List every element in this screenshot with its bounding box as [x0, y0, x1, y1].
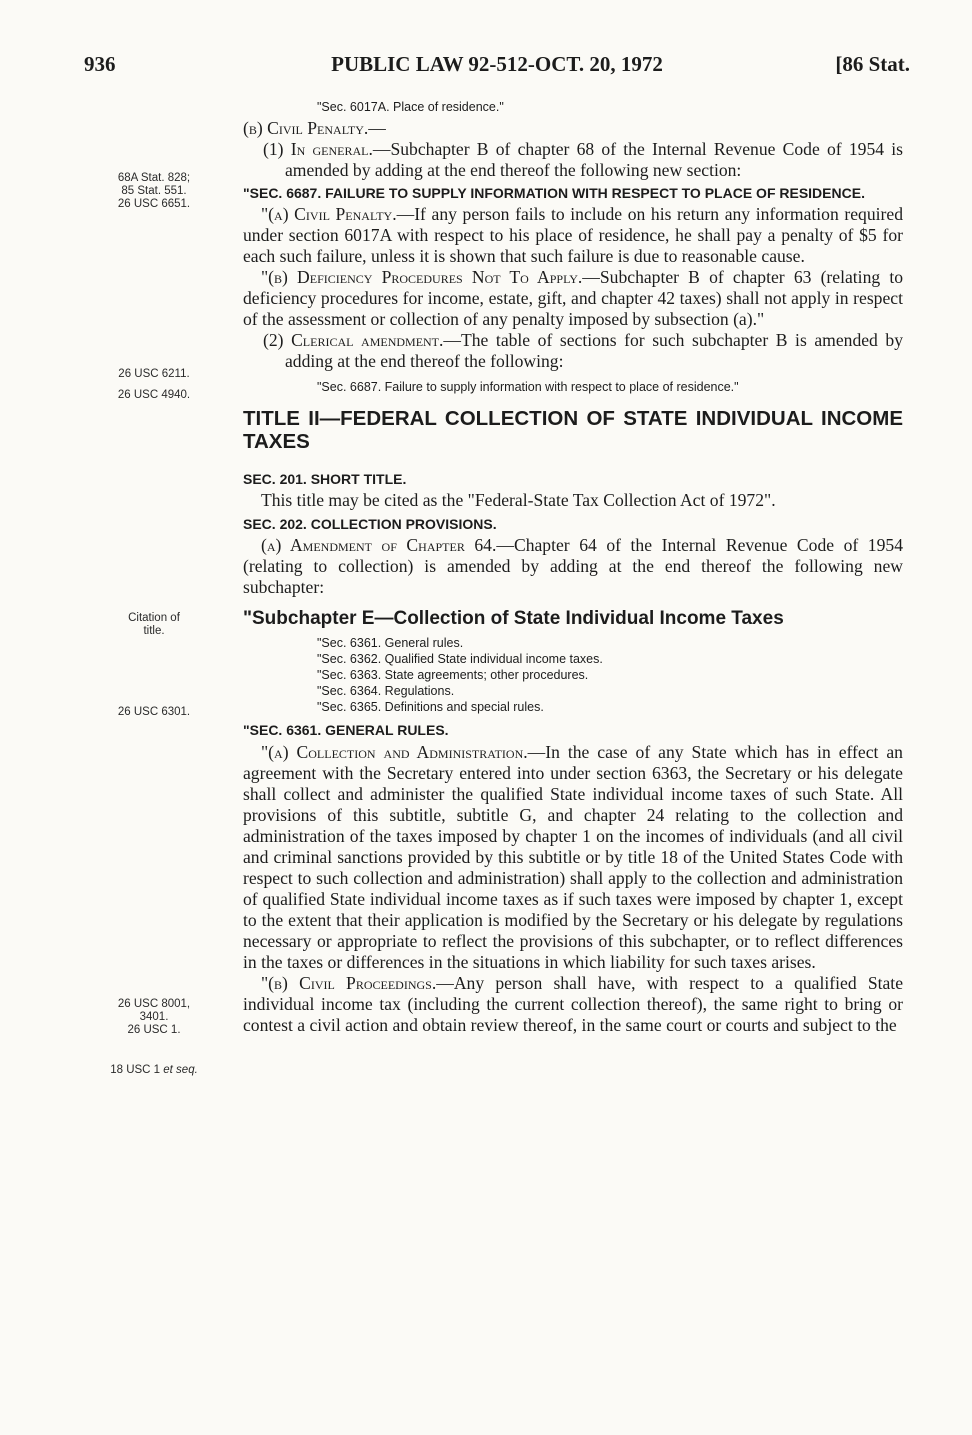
toc-entry: "Sec. 6363. State agreements; other procedures.	[317, 668, 589, 682]
sec-202-heading: SEC. 202. COLLECTION PROVISIONS.	[243, 516, 497, 532]
sec-6687-toc-entry: "Sec. 6687. Failure to supply information with respect to place of residence."	[317, 380, 739, 394]
margin-note-line: 26 USC 6211.	[118, 368, 190, 380]
sec-6017a-toc-line: "Sec. 6017A. Place of residence."	[317, 100, 504, 114]
law-title: PUBLIC LAW 92-512-OCT. 20, 1972	[331, 52, 663, 76]
sec-6687-heading: "SEC. 6687. FAILURE TO SUPPLY INFORMATION WITH RESPECT TO PLACE OF RESIDENCE.	[243, 185, 865, 201]
margin-note-line: 68A Stat. 828;	[117, 172, 191, 184]
margin-note-line: 85 Stat. 551.	[121, 185, 187, 197]
paragraph-1	[243, 139, 903, 181]
toc-entry: "Sec. 6364. Regulations.	[317, 684, 455, 698]
margin-note-18-usc-1	[84, 1064, 224, 1077]
toc-entry: "Sec. 6362. Qualified State individual income taxes.	[317, 652, 603, 666]
margin-note-citation-of-title	[84, 612, 224, 638]
margin-note-italic: et seq.	[163, 1064, 198, 1076]
toc-entry: "Sec. 6361. General rules.	[317, 636, 464, 650]
subsection-b2-heading: "(b) Deficiency Procedures Not To Apply.	[261, 267, 583, 287]
collection-administration	[243, 742, 903, 973]
paragraph-2-text: —The table of sections for such subchapter B is amended by adding at the end thereof the following:	[285, 330, 903, 371]
paragraph-1-heading: (1) In general.	[263, 139, 373, 159]
title-ii-heading: TITLE II—FEDERAL COLLECTION OF STATE INDIVIDUAL INCOME TAXES	[243, 407, 903, 453]
paragraph-1-text: —Subchapter B of chapter 68 of the Internal Revenue Code of 1954 is amended by adding at the end thereof the following new section:	[285, 139, 903, 180]
sec-202-a-text: —Chapter 64 of the Internal Revenue Code of 1954 (relating to collection) is amended by adding at the end thereof the following new subchapter:	[243, 535, 903, 597]
margin-note-68a-stat	[84, 172, 224, 211]
margin-note-line: 26 USC 1.	[127, 1024, 181, 1036]
paragraph-2-heading: (2) Clerical amendment.	[263, 330, 444, 350]
civil-proceedings-heading: "(b) Civil Proceedings.	[261, 973, 437, 993]
civil-proceedings	[243, 973, 903, 1036]
subsection-a-heading: "(a) Civil Penalty.	[261, 204, 397, 224]
margin-note-26-usc-8001	[84, 998, 224, 1037]
margin-note-line: 3401.	[139, 1011, 169, 1023]
sec-201-text: This title may be cited as the "Federal-State Tax Collection Act of 1972".	[261, 490, 776, 510]
sec-6361-heading: "SEC. 6361. GENERAL RULES.	[243, 722, 449, 738]
margin-note-line: 18 USC 1	[110, 1064, 161, 1076]
subsection-a-civil-penalty	[243, 204, 903, 267]
subsection-b-heading: (b) Civil Penalty.—	[243, 118, 386, 138]
subsection-a-text: —If any person fails to include on his return any information required under section 6017A with respect to his place of residence, he shall pay a penalty of $5 for each such failure, unless it is shown that such failure is due to reasonable cause.	[243, 204, 904, 266]
margin-note-26-usc-6211	[84, 368, 224, 381]
collection-administration-text: —In the case of any State which has in effect an agreement with the Secretary entered into under section 6363, the Secretary or his delegate shall collect and administer the qualified State individual income taxes of such State. All provisions of this subtitle, subtitle G, and chapter 24 relating to the collection and administration of the taxes imposed by chapter 1 on the incomes of individuals (and all civil and criminal sanctions provided by this subtitle or by title 18 of the United States Code with respect to such collection and administration) shall apply to the collection and administration of qualified State individual income taxes as if such taxes were imposed by chapter 1, except to the extent that their application is modified by the Secretary or his delegate by regulations necessary or appropriate to reflect the provisions of this subchapter, or to reflect differences in the taxes or differences in the situations in which liability for such taxes arises.	[243, 742, 903, 972]
toc-entry: "Sec. 6365. Definitions and special rules.	[317, 700, 544, 714]
margin-note-26-usc-6301	[84, 706, 224, 719]
page-header	[84, 52, 910, 82]
paragraph-2	[243, 330, 903, 372]
margin-note-line: 26 USC 8001,	[117, 998, 191, 1010]
main-text	[243, 100, 903, 1036]
collection-administration-heading: "(a) Collection and Administration.	[261, 742, 528, 762]
margin-note-line: 26 USC 4940.	[117, 389, 191, 401]
page-number: 936	[84, 52, 116, 76]
sec-202-a-heading: (a) Amendment of Chapter 64.	[261, 535, 497, 555]
sec-202-a	[243, 535, 903, 598]
stat-reference: [86 Stat.	[835, 52, 910, 76]
margin-note-line: 26 USC 6651.	[117, 198, 191, 210]
sec-201-heading: SEC. 201. SHORT TITLE.	[243, 471, 407, 487]
subchapter-e-heading: "Subchapter E—Collection of State Individual Income Taxes	[243, 608, 784, 629]
margin-note-26-usc-4940	[84, 389, 224, 402]
subsection-b2-text: —Subchapter B of chapter 63 (relating to deficiency procedures for income, estate, gift, and chapter 42 taxes) shall not apply in respect of the assessment or collection of any penalty imposed by subsection (a)."	[243, 267, 904, 329]
subchapter-e-toc	[243, 635, 903, 715]
margin-note-line: title.	[143, 625, 165, 637]
subsection-b-deficiency	[243, 267, 903, 330]
margin-note-line: Citation of	[128, 612, 180, 624]
civil-proceedings-text: —Any person shall have, with respect to a qualified State individual income tax (including the current collection thereof), the same right to bring or contest a civil action and obtain review thereof, in the same court or courts and subject to the	[243, 973, 904, 1035]
margin-note-line: 26 USC 6301.	[117, 706, 191, 718]
